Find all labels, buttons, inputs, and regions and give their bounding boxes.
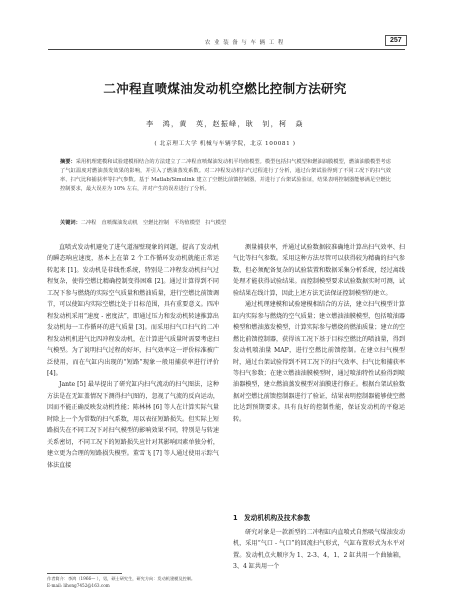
- body-paragraph: 研究对象是一款新型的二冲程缸内直喷式自然吸气煤油发动机，采用“气口 - 气口”的回流扫气形式，气缸布置形式为水平对置。发动机点火顺序为 1、2-3、4，1、2 缸共用一个曲轴箱，3、4 缸共用一个: [233, 529, 405, 571]
- body-paragraph: 测量捕获率，并通过试验数据较准确地计算出扫气效率、扫气比等扫气参数。采用这种方法尽管可以获得较为精确的扫气参数，但必须配备复杂的试验装置和数据采集分析系统，经过离线处理才能获得试验结果。而控制模型要求试验数据实时可测，试验结果在线计算，因此上述方法无法保证控制模型的建立。: [233, 244, 405, 297]
- footnote: [47, 575, 222, 589]
- section-body: [233, 527, 405, 573]
- section-heading: 1 发动机机构及技术参数: [233, 514, 311, 522]
- body-paragraph: Jante [5] 最早提出了研究缸内扫气流动的扫气图法，这种方法是在无缸盖情况下测得扫气图的，忽视了气流的反向运动，因而不能正确反映发动机性能；陈林林 [6] 等人在计算实际气量时除上一个为常数的扫气系数，用以表征短路损失。但实际上短路损失在不同工况下对扫气模型的影响效果不同，特别是与转速关系密切，不同工况下的短路损失应针对其影响因素单独分析，建立更为合理的短路损失模型。董雪飞 [7] 等人通过使用示踪气体法直接: [47, 381, 219, 469]
- footnote-rule: [47, 573, 122, 574]
- body-paragraph: 通过机理建模和试验建模相结合的方法，建立扫气模型计算缸内实际参与燃烧的空气质量；建立燃油油膜模型，包括喷油器模型和燃油蒸发模型，计算实际参与燃烧的燃油质量；建立的空燃比前馈控制器，获得该工况下基于目标空燃比的喷油量，得到发动机喷油量 MAP，进行空燃比前馈控制。在建立扫气模型时，通过台架试验得到不同工况下的扫气效率、扫气比和捕获率等扫气参数；在建立燃油油膜模型时，通过喷油特性试验得到喷油器模型，建立燃油蒸发模型对油膜进行修正。根据台架试验数据对空燃比前馈控制器进行了验证，结果表明控制器能够使空燃比达到预期要求。具有良好的控制性能，保证发动机的平稳运转。: [233, 301, 405, 423]
- keywords-label: 关键词：: [60, 220, 81, 226]
- running-header: [0, 0, 450, 50]
- body-column-right: [233, 242, 405, 425]
- header-rule: [48, 49, 405, 50]
- page-number: 257: [385, 35, 407, 46]
- author-list: 李 鸿，黄 英，赵振峰，耿 钊，柯 焱: [146, 120, 304, 128]
- abstract-text: 采用机理建模和试验建模相结合的方法建立了二冲程直喷煤油发动机平均值模型。模型包括扫气模型和燃油油膜模型，燃油油膜模型考虑了气缸温度对燃油蒸发效果的影响，并引入了燃油蒸发系数。对二冲程发动机扫气过程进行了分析，通过台架试验得到了不同工况下的扫气效率、扫气比和捕获率等扫气参数。基于 Matlab/Simulink 建立了空燃比前馈控制器，并进行了台架试验验证，结果表明控制器能够满足空燃比控制要求，最大误差为 10% 左右，并对产生的误差进行了分析。: [60, 159, 391, 192]
- author-email: E-mail: lihong7452@163.com: [47, 583, 110, 588]
- body-paragraph: 直喷式发动机避免了进气道湿壁现象的问题，提高了发动机的瞬态响应速度，基本上在第 2 个工作循环发动机就能正常运转起来 [1]。发动机是非线性系统，特别是二冲程发动机扫气过程复杂，使得空燃比精确控制变得困难 [2]。通过计算得到不同工况下参与燃烧的实际空气质量和燃油质量，进行空燃比前馈调节，可以使缸内实际空燃比处于目标范围，具有重要意义。四冲程发动机采用“速度 - 密度法”，即通过压力和发动机转速推算出发动机每一工作循环的进气质量 [3]。而采用扫气口扫气的二冲程发动机机进气比四冲程发动机，在计算进气质量时需要考虑扫气模型。为了说明扫气过程的好坏，扫气效率这一评价标准被广泛使用，而在气缸内出现的“短路”现象一般用捕获率进行评价 [4]。: [47, 244, 219, 377]
- author-info: 作者简介：李鸿（1966— ），男，硕士研究生，研究方向：发动机建模及控制。: [47, 576, 196, 581]
- abstract-label: 摘要：: [60, 159, 76, 165]
- body-column-left: [47, 242, 219, 471]
- keywords: [60, 219, 391, 226]
- paper-title: 二冲程直喷煤油发动机空燃比控制方法研究: [103, 81, 347, 96]
- keywords-text: 二冲程 直喷煤油发动机 空燃比控制 平均值模型 扫气模型: [80, 220, 227, 226]
- journal-name: 农 业 装 备 与 车 辆 工 程: [205, 40, 285, 46]
- abstract: [60, 158, 391, 194]
- affiliation: ( 北京理工大学 机械与车辆学院，北京 100081 ): [154, 141, 296, 147]
